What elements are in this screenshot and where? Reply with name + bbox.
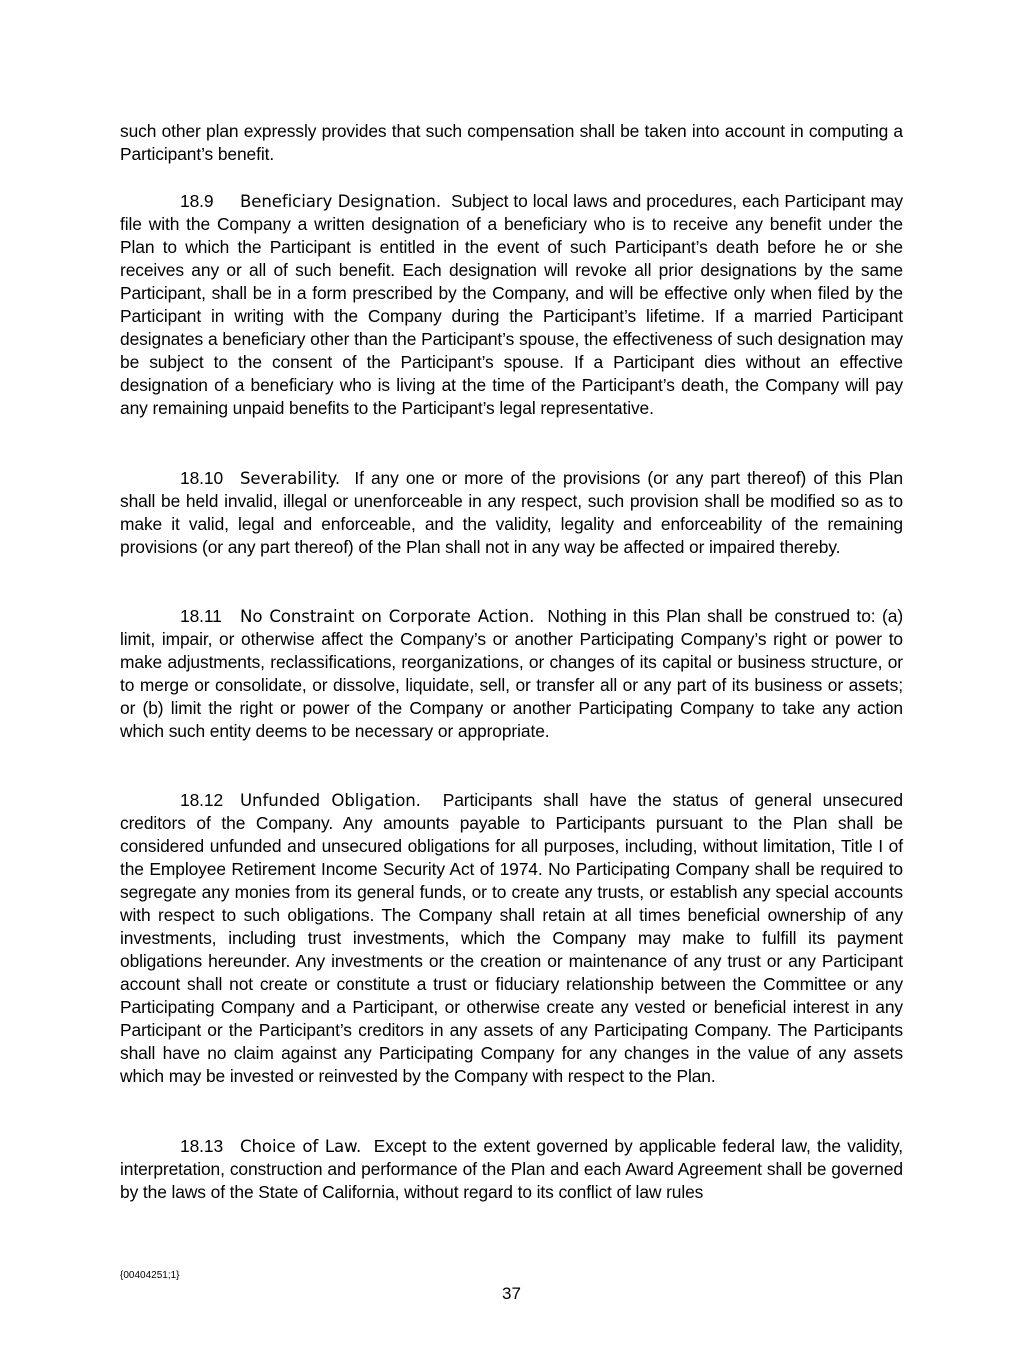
section-body: Participants shall have the status of general unsecured creditors of the Company. Any amounts payable to Participants pursuant to the Plan shall be considered unfunded and unsecured obligations for all purposes, including, without limitation, Title I of the Employee Retirement Income Security Act of 1974. No Participating Company shall be required to segregate any monies from its general funds, or to create any trusts, or establish any special accounts with respect to such obligations. The Company shall retain at all times beneficial ownership of any investments, including trust investments, which the Company may make to fulfill its payment obligations hereunder. Any investments or the creation or maintenance of any trust or any Participant account shall not create or constitute a trust or fiduciary relationship between the Committee or any Participating Company and a Participant, or otherwise create any vested or beneficial interest in any Participant or the Participant’s creditors in any assets of any Participating Company. The Participants shall have no claim against any Participating Company for any changes in the value of any assets which may be invested or reinvested by the Company with respect to the Plan. xyxy=(120,790,903,1086)
section-18-13 xyxy=(120,1135,903,1204)
section-number: 18.9 xyxy=(180,191,214,211)
section-paragraph xyxy=(120,605,903,743)
section-paragraph xyxy=(120,789,903,1088)
section-paragraph xyxy=(120,467,903,559)
intro-paragraph xyxy=(120,120,903,166)
section-heading: Severability. xyxy=(240,469,341,488)
section-heading: Beneficiary Designation. xyxy=(240,192,442,211)
section-body: Except to the extent governed by applicable federal law, the validity, interpretation, construction and performance of the Plan and each Award Agreement shall be governed by the laws of the State of California, without regard to its conflict of law rules xyxy=(120,1136,903,1202)
section-paragraph xyxy=(120,190,903,420)
section-body: Nothing in this Plan shall be construed to: (a) limit, impair, or otherwise affect the Company’s or another Participating Company’s right or power to make adjustments, reclassifications, reorganizations, or changes of its capital or business structure, or to merge or consolidate, or dissolve, liquidate, sell, or transfer all or any part of its business or assets; or (b) limit the right or power of the Company or another Participating Company to take any action which such entity deems to be necessary or appropriate. xyxy=(120,606,904,741)
section-number: 18.13 xyxy=(180,1136,224,1156)
document-id: {00404251;1} xyxy=(120,1270,180,1281)
page-number: 37 xyxy=(502,1284,521,1303)
section-number: 18.11 xyxy=(180,606,222,626)
intro-paragraph-text: such other plan expressly provides that such compensation shall be taken into account in computing a Participant’s benefit. xyxy=(120,121,903,164)
section-number: 18.10 xyxy=(180,468,224,488)
section-18-10 xyxy=(120,467,903,559)
section-paragraph xyxy=(120,1135,903,1204)
section-18-12 xyxy=(120,789,903,1088)
section-body: Subject to local laws and procedures, each Participant may file with the Company a written designation of a beneficiary who is to receive any benefit under the Plan to which the Participant is entitled in the event of such Participant’s death before he or she receives any or all of such benefit. Each designation will revoke all prior designations by the same Participant, shall be in a form prescribed by the Company, and will be effective only when filed by the Participant in writing with the Company during the Participant’s lifetime. If a married Participant designates a beneficiary other than the Participant’s spouse, the effectiveness of such designation may be subject to the consent of the Participant’s spouse. If a Participant dies without an effective designation of a beneficiary who is living at the time of the Participant’s death, the Company will pay any remaining unpaid benefits to the Participant’s legal representative. xyxy=(120,191,904,418)
section-18-9 xyxy=(120,190,903,420)
section-18-11 xyxy=(120,605,903,743)
section-number: 18.12 xyxy=(180,790,224,810)
section-heading: No Constraint on Corporate Action. xyxy=(240,607,535,626)
section-heading: Unfunded Obligation. xyxy=(240,791,421,810)
section-heading: Choice of Law. xyxy=(240,1137,362,1156)
section-body: If any one or more of the provisions (or any part thereof) of this Plan shall be held invalid, illegal or unenforceable in any respect, such provision shall be modified so as to make it valid, legal and enforceable, and the validity, legality and enforceability of the remaining provisions (or any part thereof) of the Plan shall not in any way be affected or impaired thereby. xyxy=(120,468,903,557)
